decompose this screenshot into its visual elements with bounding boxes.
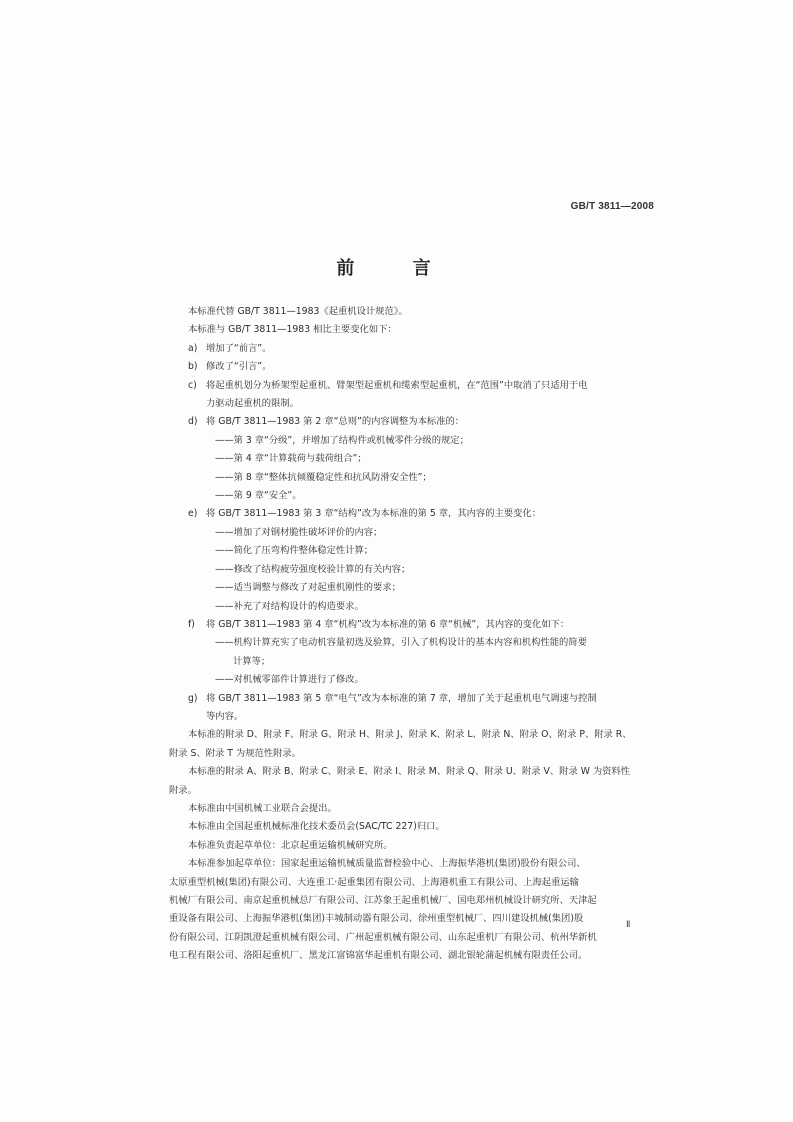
paragraph-line [169, 874, 657, 892]
list-item-label: b) [188, 361, 198, 373]
paragraph-line [169, 469, 657, 487]
paragraph-line [169, 800, 657, 818]
paragraph-text: ——第 3 章“分级”，并增加了结构件或机械零件分级的规定； [215, 434, 469, 446]
paragraph-text: 本标准参加起草单位：国家起重运输机械质量监督检验中心、上海振华港机(集团)股份有限公司、 [188, 858, 586, 870]
list-item-label: g) [188, 692, 198, 704]
list-item [169, 616, 657, 634]
paragraph-text: 将 GB/T 3811—1983 第 5 章“电气”改为本标准的第 7 章，增加了关于起重机电气调速与控制 [206, 692, 597, 704]
paragraph-line [169, 763, 657, 781]
paragraph-line [169, 579, 657, 597]
paragraph-text: 将 GB/T 3811—1983 第 3 章“结构”改为本标准的第 5 章，其内容的主要变化： [206, 508, 541, 520]
list-item [169, 505, 657, 523]
paragraph-text: 本标准由全国起重机械标准化技术委员会(SAC/TC 227)归口。 [188, 821, 445, 833]
paragraph-text: 重设备有限公司、上海振华港机(集团)丰城制动器有限公司、徐州重型机械厂、四川建设机械(集团)股 [169, 913, 584, 925]
paragraph-text: ——修改了结构疲劳强度校验计算的有关内容； [215, 563, 411, 575]
paragraph-text: 机械厂有限公司、南京起重机械总厂有限公司、江苏象王起重机械厂、国电郑州机械设计研究所、天津起 [169, 895, 597, 906]
paragraph-text: 增加了“前言”。 [206, 342, 272, 354]
paragraph-text: 将 GB/T 3811—1983 第 2 章“总则”的内容调整为本标准的： [206, 416, 465, 428]
paragraph-line [169, 395, 657, 413]
paragraph-text: ——第 8 章“整体抗倾覆稳定性和抗风防滑安全性”； [215, 471, 432, 483]
paragraph-text: 将 GB/T 3811—1983 第 4 章“机构”改为本标准的第 6 章“机械”，其内容的变化如下： [206, 618, 570, 630]
paragraph-text: ——适当调整与修改了对起重机刚性的要求； [215, 582, 401, 594]
paragraph-line [169, 910, 657, 928]
list-item-label: c) [188, 379, 197, 391]
page-number: Ⅱ [626, 919, 631, 929]
body-text [169, 303, 657, 966]
list-item [169, 377, 657, 395]
paragraph-line [169, 855, 657, 873]
paragraph-text: 附录 S、附录 T 为规范性附录。 [169, 747, 302, 759]
paragraph-line [169, 524, 657, 542]
paragraph-line [169, 598, 657, 616]
paragraph-text: 力驱动起重机的限制。 [206, 398, 299, 410]
list-item-label: f) [188, 618, 195, 630]
paragraph-text: 本标准的附录 A、附录 B、附录 C、附录 E、附录 I、附录 M、附录 Q、附录 U、附录 V、附录 W 为资料性 [188, 766, 631, 778]
paragraph-text: ——简化了压弯构件整体稳定性计算； [215, 545, 374, 557]
list-item [169, 340, 657, 358]
paragraph-text: 附录。 [169, 784, 197, 796]
paragraph-line [169, 745, 657, 763]
paragraph-line [169, 634, 657, 652]
paragraph-text: 份有限公司、江阴凯澄起重机械有限公司、广州起重机械有限公司、山东起重机厂有限公司、杭州华新机 [169, 931, 597, 943]
paragraph-line [169, 947, 657, 965]
paragraph-text: 太原重型机械(集团)有限公司、大连重工·起重集团有限公司、上海港机重工有限公司、上海起重运输 [169, 876, 579, 888]
list-item-label: a) [188, 342, 198, 354]
paragraph-line [169, 487, 657, 505]
paragraph-line [169, 321, 657, 339]
paragraph-text: ——机构计算充实了电动机容量初选及验算，引入了机构设计的基本内容和机构性能的简要 [215, 637, 587, 649]
paragraph-line [169, 726, 657, 744]
paragraph-line [169, 818, 657, 836]
paragraph-line [169, 561, 657, 579]
paragraph-line [169, 708, 657, 726]
list-item [169, 690, 657, 708]
paragraph-text: ——第 9 章“安全”。 [215, 490, 302, 502]
paragraph-text: 本标准由中国机械工业联合会提出。 [188, 802, 337, 814]
paragraph-line [169, 653, 657, 671]
paragraph-line [169, 671, 657, 689]
paragraph-text: 本标准与 GB/T 3811—1983 相比主要变化如下： [188, 324, 397, 336]
list-item [169, 358, 657, 376]
paragraph-text: ——第 4 章“计算载荷与载荷组合”； [215, 453, 367, 465]
paragraph-text: 本标准代替 GB/T 3811—1983《起重机设计规范》。 [188, 306, 408, 317]
paragraph-text: 电工程有限公司、洛阳起重机厂、黑龙江富锦富华起重机有限公司、湖北银轮蒲起机械有限责任公司。 [169, 950, 588, 962]
list-item-label: d) [188, 416, 198, 428]
paragraph-line [169, 892, 657, 910]
standard-number: GB/T 3811—2008 [570, 201, 654, 212]
paragraph-text: ——对机械零部件计算进行了修改。 [215, 674, 364, 686]
paragraph-text: ——增加了对钢材脆性破坏评价的内容； [215, 526, 383, 538]
paragraph-text: 将起重机划分为桥架型起重机、臂架型起重机和缆索型起重机，在“范围”中取消了只适用于电 [206, 379, 588, 391]
paragraph-text: 修改了“引言”。 [206, 361, 272, 373]
page-title: 前 言 [336, 258, 457, 279]
paragraph-line [169, 303, 657, 321]
paragraph-text: ——补充了对结构设计的构造要求。 [215, 600, 364, 612]
paragraph-line [169, 450, 657, 468]
paragraph-line [169, 837, 657, 855]
paragraph-text: 本标准的附录 D、附录 F、附录 G、附录 H、附录 J、附录 K、附录 L、附录 N、附录 O、附录 P、附录 R、 [188, 729, 632, 741]
paragraph-line [169, 432, 657, 450]
paragraph-text: 本标准负责起草单位：北京起重运输机械研究所。 [188, 839, 393, 851]
paragraph-text: 等内容。 [206, 710, 244, 722]
list-item [169, 413, 657, 431]
paragraph-text: 计算等； [233, 655, 271, 667]
list-item-label: e) [188, 508, 198, 520]
paragraph-line [169, 782, 657, 800]
paragraph-line [169, 929, 657, 947]
paragraph-line [169, 542, 657, 560]
